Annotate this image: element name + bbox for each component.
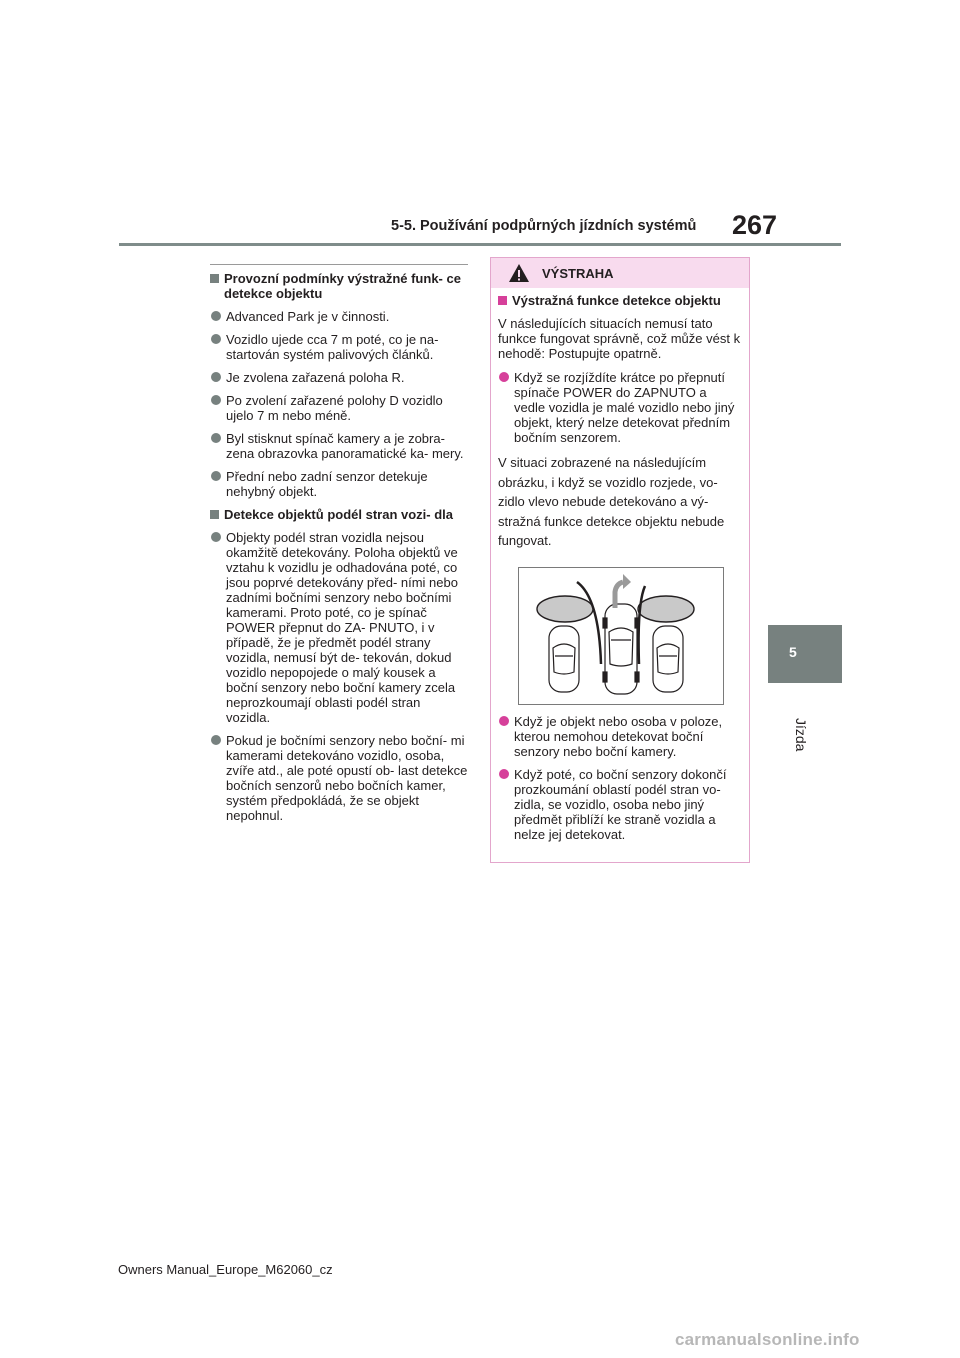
list-item-text: Advanced Park je v činnosti.	[226, 309, 390, 324]
list-item	[498, 370, 741, 445]
round-bullet-icon	[499, 372, 509, 382]
round-bullet-icon	[211, 395, 221, 405]
heading-text: Výstražná funkce detekce objektu	[512, 293, 721, 308]
round-bullet-icon	[211, 471, 221, 481]
warning-heading	[498, 293, 741, 308]
chapter-label	[783, 718, 809, 754]
list-item-text: Byl stisknut spínač kamery a je zobra- zena obrazovka panoramatické ka- mery.	[226, 431, 464, 461]
round-bullet-icon	[211, 532, 221, 542]
list-item-text: Vozidlo ujede cca 7 m poté, co je na- startován systém palivových článků.	[226, 332, 439, 362]
list-item-text: Když poté, co boční senzory dokončí prozkoumání oblastí podél stran vo- zidla, se vozidlo, osoba nebo jiný předmět přiblíží ke straně vozidla a nelze jej detekovat.	[514, 766, 727, 842]
round-bullet-icon	[499, 716, 509, 726]
column-rule	[210, 264, 468, 265]
watermark: carmanualsonline.info	[675, 1330, 860, 1349]
list-item-text: Když se rozjíždíte krátce po přepnutí spínače POWER do ZAPNUTO a vedle vozidla je malé vozidlo nebo jiný objekt, který nelze detekovat předním bočním senzorem.	[514, 370, 735, 445]
round-bullet-icon	[499, 769, 509, 779]
chapter-tab	[768, 625, 842, 683]
list-item	[210, 332, 468, 362]
left-car-icon	[549, 626, 579, 692]
list-item	[498, 714, 741, 759]
parking-illustration	[518, 567, 724, 705]
list-item-text: Pokud je bočními senzory nebo boční- mi kamerami detekováno vozidlo, osoba, zvíře atd., ale poté opustí ob- last detekce bočních senzorů nebo bočních kamer, systém předpokládá, že se objekt nepohnul.	[226, 733, 468, 823]
section-heading-side-detection	[210, 507, 468, 522]
page-number: 267	[732, 210, 778, 240]
list-item	[210, 393, 468, 423]
square-bullet-icon	[498, 296, 507, 305]
list-item	[210, 469, 468, 499]
list-item-text: Je zvolena zařazená poloha R.	[226, 370, 405, 385]
list-item	[210, 530, 468, 725]
right-car-icon	[653, 626, 683, 692]
warning-body	[491, 288, 749, 842]
list-item	[210, 370, 468, 385]
left-column	[210, 264, 468, 831]
warning-header	[491, 258, 749, 288]
heading-text: Detekce objektů podél stran vozi- dla	[224, 507, 453, 522]
chapter-label-text: Jízda	[793, 718, 809, 752]
square-bullet-icon	[210, 274, 219, 283]
warning-title: VÝSTRAHA	[542, 266, 614, 281]
list-item	[210, 431, 468, 461]
round-bullet-icon	[211, 372, 221, 382]
round-bullet-icon	[211, 334, 221, 344]
round-bullet-icon	[211, 735, 221, 745]
list-item-text: Když je objekt nebo osoba v poloze, kterou nemohou detekovat boční senzory nebo boční kamery.	[514, 713, 723, 759]
list-item	[210, 733, 468, 823]
square-bullet-icon	[210, 510, 219, 519]
list-item-text: Přední nebo zadní senzor detekuje nehybný objekt.	[226, 469, 428, 499]
section-title: 5-5. Používání podpůrných jízdních systémů	[391, 218, 697, 234]
list-item	[498, 767, 741, 842]
chapter-number: 5	[789, 644, 797, 660]
list-item	[210, 309, 468, 324]
footer-text: Owners Manual_Europe_M62060_cz	[118, 1262, 333, 1277]
header-rule	[119, 243, 841, 246]
warning-intro: V následujících situacích nemusí tato funkce fungovat správně, což může vést k nehodě: Postupujte opatrně.	[498, 316, 741, 361]
warning-box	[490, 257, 750, 863]
list-item-text: Po zvolení zařazené polohy D vozidlo ujelo 7 m nebo méně.	[226, 393, 443, 423]
warning-triangle-icon	[508, 263, 530, 283]
round-bullet-icon	[211, 311, 221, 321]
list-item-text: Objekty podél stran vozidla nejsou okamžitě detekovány. Poloha objektů ve vztahu k vozidlu je odhadována poté, co jsou poprvé detekovány před- ními nebo zadními bočními senzory nebo bočními kamerami. Proto poté, co je spínač POWER přepnut do ZA- PNUTO, i v případě, že je předmět podél strany vozidla, nemusí být de- tekován, dokud vozidlo nepopojede o malý kousek a boční senzory nebo boční kamery zcela neprozkoumají oblasti podél stran vozidla.	[226, 530, 458, 725]
round-bullet-icon	[211, 433, 221, 443]
parked-cars-illustration	[519, 568, 723, 704]
section-heading-conditions	[210, 271, 468, 301]
center-car-icon	[603, 604, 639, 694]
figure-caption: V situaci zobrazené na následujícím obrázku, i když se vozidlo rozjede, vo- zidlo vlevo nebude detekováno a vý- stražná funkce detekce objektu nebude fungovat.	[498, 455, 725, 548]
heading-text: Provozní podmínky výstražné funk- ce detekce objektu	[224, 271, 461, 301]
